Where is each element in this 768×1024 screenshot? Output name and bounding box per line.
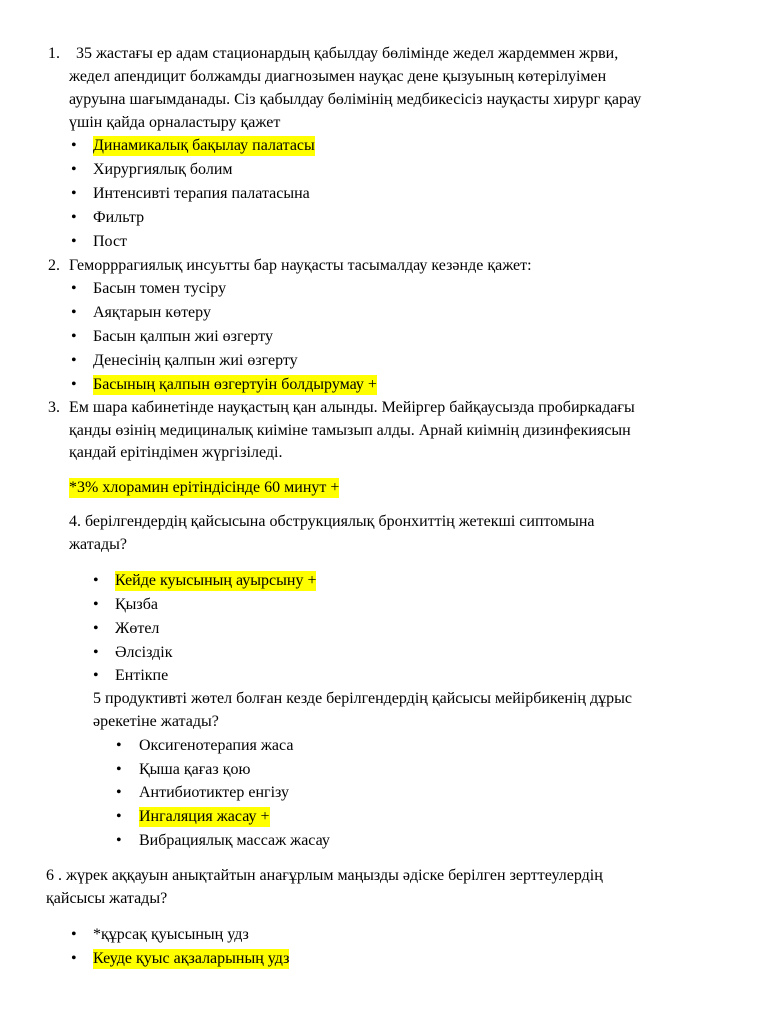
bullet-icon: • xyxy=(71,185,77,202)
bullet-icon: • xyxy=(93,644,99,661)
bullet-icon: • xyxy=(71,304,77,321)
q2-option: Аяқтарын көтеру xyxy=(93,304,211,321)
q1-text-line: 35 жастағы ер адам стационардың қабылдау бөлімінде жедел жардеммен жрви, xyxy=(76,45,619,62)
q4-option: Қызба xyxy=(115,596,158,613)
q5-option: Вибрациялық массаж жасау xyxy=(139,832,330,849)
q4-option: Жөтел xyxy=(115,620,160,637)
q2-option: Денесінің қалпын жиі өзгерту xyxy=(93,352,298,369)
q4-option: Ентікпе xyxy=(115,667,169,684)
q3-text-line: Ем шара кабинетінде науқастың қан алынды. Мейіргер байқаусызда пробиркадағы xyxy=(69,399,635,416)
bullet-icon: • xyxy=(71,161,77,178)
q1-text-line: үшін қайда орналастыру қажет xyxy=(69,114,281,131)
q5-option: Оксигенотерапия жаса xyxy=(139,737,294,754)
q1-option-correct: Динамикалық бақылау палатасы xyxy=(93,137,315,154)
q4-text-line: жатады? xyxy=(69,536,128,553)
q2-option-correct: Басының қалпын өзгертуін болдырумау + xyxy=(93,376,377,393)
q1-text-line: жедел апендицит болжамды диагнозымен науқас дене қызуының көтерілуімен xyxy=(69,68,607,85)
q2-option: Басын қалпын жиі өзгерту xyxy=(93,328,273,345)
bullet-icon: • xyxy=(71,280,77,297)
q5-option: Қыша қағаз қою xyxy=(139,761,251,778)
bullet-icon: • xyxy=(93,620,99,637)
bullet-icon: • xyxy=(116,832,122,849)
q6-option: *құрсақ қуысының удз xyxy=(93,926,249,943)
q1-option: Пост xyxy=(93,233,128,250)
bullet-icon: • xyxy=(71,376,77,393)
bullet-icon: • xyxy=(93,667,99,684)
q1-text-line: ауруына шағымданады. Сіз қабылдау бөлімінің медбикесісіз науқасты хирург қарау xyxy=(69,91,642,108)
q3-text-line: қанды өзінің медициналық киіміне тамызып алды. Арнай киімнің дизинфекиясын xyxy=(69,422,631,439)
q5-text-line: әрекетіне жатады? xyxy=(93,713,219,730)
bullet-icon: • xyxy=(116,784,122,801)
bullet-icon: • xyxy=(71,352,77,369)
q4-text-line: 4. берілгендердің қайсысына обструкциялық бронхиттің жетекші сиптомына xyxy=(69,513,595,530)
q6-text-line: 6 . жүрек аққауын анықтайтын анағұрлым маңызды әдіске берілген зерттеулердің xyxy=(46,867,603,884)
q4-option-correct: Кейде куысының ауырсыну + xyxy=(115,572,317,589)
bullet-icon: • xyxy=(116,737,122,754)
q3-number: 3. xyxy=(48,399,60,416)
q1-option: Хирургиялық болим xyxy=(93,161,233,178)
q5-option-correct: Ингаляция жасау + xyxy=(139,808,270,825)
bullet-icon: • xyxy=(71,950,77,967)
q2-number: 2. xyxy=(48,257,60,274)
q4-option: Әлсіздік xyxy=(115,644,173,661)
q5-option: Антибиотиктер енгізу xyxy=(139,784,290,801)
q2-option: Басын томен тусіру xyxy=(93,280,227,297)
q5-text-line: 5 продуктивті жөтел болған кезде берілгендердің қайсысы мейірбикенің дұрыс xyxy=(93,690,632,707)
q1-option: Фильтр xyxy=(93,209,145,226)
bullet-icon: • xyxy=(71,233,77,250)
bullet-icon: • xyxy=(71,328,77,345)
q3-text-line: қандай ерітіндімен жүргізіледі. xyxy=(69,444,283,461)
q1-number: 1. xyxy=(48,45,60,62)
bullet-icon: • xyxy=(116,761,122,778)
q6-text-line: қайсысы жатады? xyxy=(46,890,168,907)
q6-option-correct: Кеуде қуыс ақзаларының удз xyxy=(93,950,290,967)
q1-option: Интенсивті терапия палатасына xyxy=(93,185,310,202)
bullet-icon: • xyxy=(71,209,77,226)
bullet-icon: • xyxy=(116,808,122,825)
q3-answer: *3% хлорамин ерітіндісінде 60 минут + xyxy=(69,479,340,496)
q2-text-line: Геморррагиялық инсуьтты бар науқасты тасымалдау кезәнде қажет: xyxy=(69,257,532,274)
bullet-icon: • xyxy=(93,596,99,613)
bullet-icon: • xyxy=(93,572,99,589)
bullet-icon: • xyxy=(71,926,77,943)
bullet-icon: • xyxy=(71,137,77,154)
